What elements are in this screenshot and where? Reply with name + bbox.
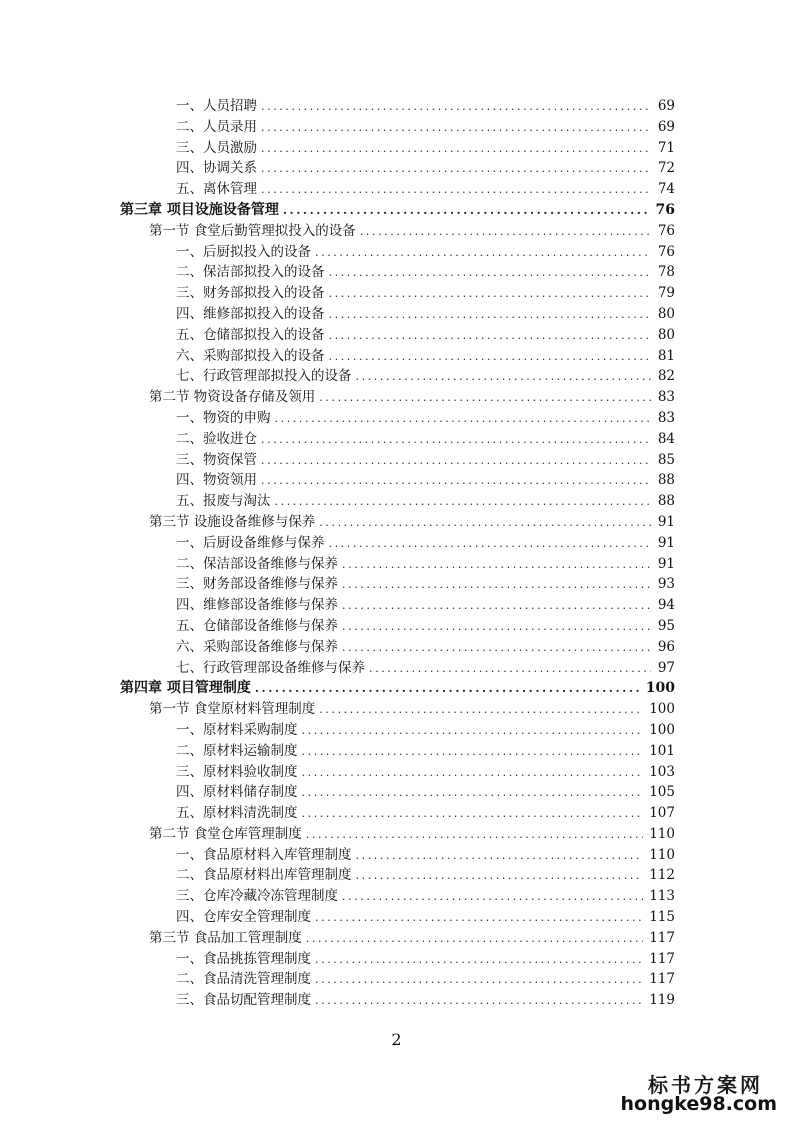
toc-entry-title: 三、原材料验收制度 [176,763,298,780]
toc-subsection-entry[interactable] [120,283,675,304]
toc-dot-leader [302,804,644,825]
toc-entry-page: 72 [657,160,675,177]
toc-section-entry[interactable] [120,824,675,845]
toc-subsection-entry[interactable] [120,429,675,450]
toc-subsection-entry[interactable] [120,491,675,512]
toc-entry-title: 第二节 食堂仓库管理制度 [149,825,302,842]
toc-dot-leader [261,471,651,492]
toc-entry-title: 一、人员招聘 [176,98,257,114]
toc-entry-page: 82 [657,368,675,385]
toc-dot-leader [342,596,651,617]
toc-entry-page: 83 [657,389,675,406]
toc-entry-page: 83 [657,409,675,426]
toc-dot-leader [356,846,644,867]
toc-entry-page: 69 [657,118,675,135]
toc-entry-title: 三、仓库冷藏冷冻管理制度 [176,888,338,905]
toc-dot-leader [329,305,652,326]
toc-entry-title: 三、人员激励 [176,139,257,156]
toc-entry-page: 100 [645,680,675,697]
toc-entry-title: 三、食品切配管理制度 [176,992,311,1009]
toc-subsection-entry[interactable] [120,845,675,866]
toc-dot-leader [315,243,651,264]
toc-dot-leader [261,430,651,451]
toc-entry-page: 69 [657,98,675,114]
toc-subsection-entry[interactable] [120,262,675,283]
toc-dot-leader [356,866,644,887]
toc-subsection-entry[interactable] [120,865,675,886]
toc-entry-page: 95 [657,617,675,634]
toc-dot-leader [261,451,651,472]
toc-entry-page: 117 [649,929,675,946]
toc-subsection-entry[interactable] [120,886,675,907]
toc-dot-leader [315,970,643,991]
toc-section-entry[interactable] [120,387,675,408]
toc-dot-leader [329,284,652,305]
toc-subsection-entry[interactable] [120,533,675,554]
toc-entry-title: 二、人员录用 [176,118,257,135]
toc-subsection-entry[interactable] [120,637,675,658]
toc-subsection-entry[interactable] [120,179,675,200]
toc-dot-leader [306,825,643,846]
toc-entry-title: 第三节 设施设备维修与保养 [149,513,316,530]
toc-entry-page: 110 [649,825,675,842]
toc-dot-leader [275,492,652,513]
toc-dot-leader [302,721,644,742]
toc-entry-title: 四、维修部设备维修与保养 [176,597,338,614]
toc-entry-title: 四、原材料储存制度 [176,784,298,801]
toc-subsection-entry[interactable] [120,554,675,575]
toc-dot-leader [342,887,643,908]
toc-entry-page: 76 [655,201,675,218]
toc-entry-page: 115 [649,909,675,926]
toc-entry-title: 一、食品挑拣管理制度 [176,950,311,967]
toc-entry-page: 93 [657,576,675,593]
toc-dot-leader [369,659,651,680]
toc-entry-title: 五、原材料清洗制度 [176,805,298,822]
toc-entry-page: 100 [649,701,675,718]
toc-section-entry[interactable] [120,512,675,533]
toc-entry-title: 二、保洁部设备维修与保养 [176,555,338,572]
toc-section-entry[interactable] [120,928,675,949]
toc-entry-title: 二、食品清洗管理制度 [176,971,311,988]
toc-entry-page: 103 [649,763,675,780]
toc-entry-title: 三、财务部设备维修与保养 [176,576,338,593]
toc-entry-page: 81 [657,347,675,364]
toc-entry-title: 第三节 食品加工管理制度 [149,929,302,946]
toc-entry-title: 四、维修部拟投入的设备 [176,305,325,322]
toc-dot-leader [261,139,651,160]
toc-subsection-entry[interactable] [120,304,675,325]
toc-dot-leader [315,908,643,929]
toc-entry-page: 110 [649,846,675,863]
toc-dot-leader [315,991,643,1012]
toc-entry-page: 80 [657,326,675,343]
toc-entry-title: 四、仓库安全管理制度 [176,909,311,926]
toc-entry-title: 五、仓储部拟投入的设备 [176,326,325,343]
toc-subsection-entry[interactable] [120,969,675,990]
toc-entry-page: 85 [657,451,675,468]
toc-entry-page: 97 [657,659,675,676]
toc-subsection-entry[interactable] [120,96,675,117]
toc-chapter-entry[interactable] [120,200,675,221]
toc-entry-title: 四、物资领用 [176,472,257,489]
toc-entry-page: 101 [649,742,675,759]
toc-chapter-entry[interactable] [120,678,675,699]
toc-entry-title: 二、验收进仓 [176,430,257,447]
toc-subsection-entry[interactable] [120,658,675,679]
toc-subsection-entry[interactable] [120,949,675,970]
toc-dot-leader [360,222,651,243]
toc-entry-title: 七、行政管理部拟投入的设备 [176,368,352,385]
toc-entry-title: 五、报废与淘汰 [176,493,271,510]
toc-subsection-entry[interactable] [120,325,675,346]
toc-dot-leader [319,513,651,534]
watermark-brand: 标书方案网 [648,1073,763,1097]
toc-subsection-entry[interactable] [120,803,675,824]
toc-subsection-entry[interactable] [120,990,675,1011]
toc-subsection-entry[interactable] [120,616,675,637]
toc-entry-title: 第四章 项目管理制度 [120,680,251,697]
toc-dot-leader [329,534,652,555]
toc-subsection-entry[interactable] [120,366,675,387]
toc-dot-leader [319,700,643,721]
toc-dot-leader [329,326,652,347]
toc-entry-page: 117 [649,950,675,967]
toc-section-entry[interactable] [120,221,675,242]
toc-subsection-entry[interactable] [120,158,675,179]
toc-dot-leader [329,263,652,284]
toc-subsection-entry[interactable] [120,117,675,138]
toc-entry-title: 五、离休管理 [176,181,257,198]
toc-dot-leader [329,347,652,368]
toc-entry-page: 74 [657,181,675,198]
toc-subsection-entry[interactable] [120,450,675,471]
toc-entry-title: 六、采购部设备维修与保养 [176,638,338,655]
toc-entry-title: 三、物资保管 [176,451,257,468]
toc-entry-page: 94 [657,597,675,614]
toc-dot-leader [356,367,652,388]
watermark-url: hongke98.com [620,1093,777,1115]
toc-entry-title: 四、协调关系 [176,160,257,177]
toc-entry-page: 100 [649,721,675,738]
toc-entry-title: 一、物资的申购 [176,409,271,426]
toc-entry-page: 91 [657,513,675,530]
toc-dot-leader [315,950,643,971]
toc-dot-leader [302,783,644,804]
toc-entry-title: 一、原材料采购制度 [176,721,298,738]
table-of-contents [120,96,675,1011]
toc-dot-leader [319,388,651,409]
toc-dot-leader [306,929,643,950]
toc-entry-page: 105 [649,784,675,801]
toc-subsection-entry[interactable] [120,138,675,159]
toc-entry-page: 76 [657,243,675,260]
toc-dot-leader [261,180,651,201]
toc-entry-page: 84 [657,430,675,447]
toc-entry-title: 一、后厨设备维修与保养 [176,534,325,551]
toc-subsection-entry[interactable] [120,242,675,263]
toc-entry-page: 112 [649,867,675,884]
toc-dot-leader [261,97,651,118]
toc-subsection-entry[interactable] [120,595,675,616]
toc-entry-title: 第一节 食堂原材料管理制度 [149,701,316,718]
toc-subsection-entry[interactable] [120,741,675,762]
toc-entry-page: 80 [657,305,675,322]
toc-entry-page: 91 [657,534,675,551]
toc-entry-title: 一、食品原材料入库管理制度 [176,846,352,863]
toc-subsection-entry[interactable] [120,782,675,803]
toc-subsection-entry[interactable] [120,470,675,491]
toc-entry-title: 七、行政管理部设备维修与保养 [176,659,365,676]
toc-entry-title: 六、采购部拟投入的设备 [176,347,325,364]
toc-dot-leader [342,555,651,576]
toc-dot-leader [283,200,650,221]
toc-subsection-entry[interactable] [120,720,675,741]
toc-section-entry[interactable] [120,699,675,720]
toc-dot-leader [342,617,651,638]
toc-entry-page: 96 [657,638,675,655]
toc-entry-page: 107 [649,805,675,822]
toc-entry-page: 79 [657,285,675,302]
toc-entry-title: 二、食品原材料出库管理制度 [176,867,352,884]
toc-dot-leader [275,409,652,430]
toc-dot-leader [342,575,651,596]
toc-entry-title: 一、后厨拟投入的设备 [176,243,311,260]
toc-subsection-entry[interactable] [120,346,675,367]
toc-entry-page: 117 [649,971,675,988]
toc-entry-page: 71 [657,139,675,156]
toc-entry-page: 88 [657,493,675,510]
toc-entry-title: 第三章 项目设施设备管理 [120,201,279,218]
toc-subsection-entry[interactable] [120,907,675,928]
toc-entry-title: 三、财务部拟投入的设备 [176,285,325,302]
toc-entry-page: 119 [649,992,675,1009]
toc-dot-leader [302,763,644,784]
toc-entry-title: 二、原材料运输制度 [176,742,298,759]
toc-entry-title: 第一节 食堂后勤管理拟投入的设备 [149,222,356,239]
page-number: 2 [391,1030,402,1049]
toc-subsection-entry[interactable] [120,408,675,429]
toc-entry-page: 91 [657,555,675,572]
toc-entry-page: 113 [649,888,675,905]
toc-entry-title: 第二节 物资设备存储及领用 [149,389,316,406]
toc-subsection-entry[interactable] [120,574,675,595]
toc-dot-leader [302,742,644,763]
toc-dot-leader [342,638,651,659]
toc-dot-leader [255,678,640,699]
toc-entry-title: 二、保洁部拟投入的设备 [176,264,325,281]
toc-entry-page: 78 [657,264,675,281]
toc-dot-leader [261,118,651,139]
toc-entry-page: 76 [657,222,675,239]
toc-entry-page: 88 [657,472,675,489]
toc-entry-title: 五、仓储部设备维修与保养 [176,617,338,634]
toc-subsection-entry[interactable] [120,762,675,783]
toc-dot-leader [261,159,651,180]
